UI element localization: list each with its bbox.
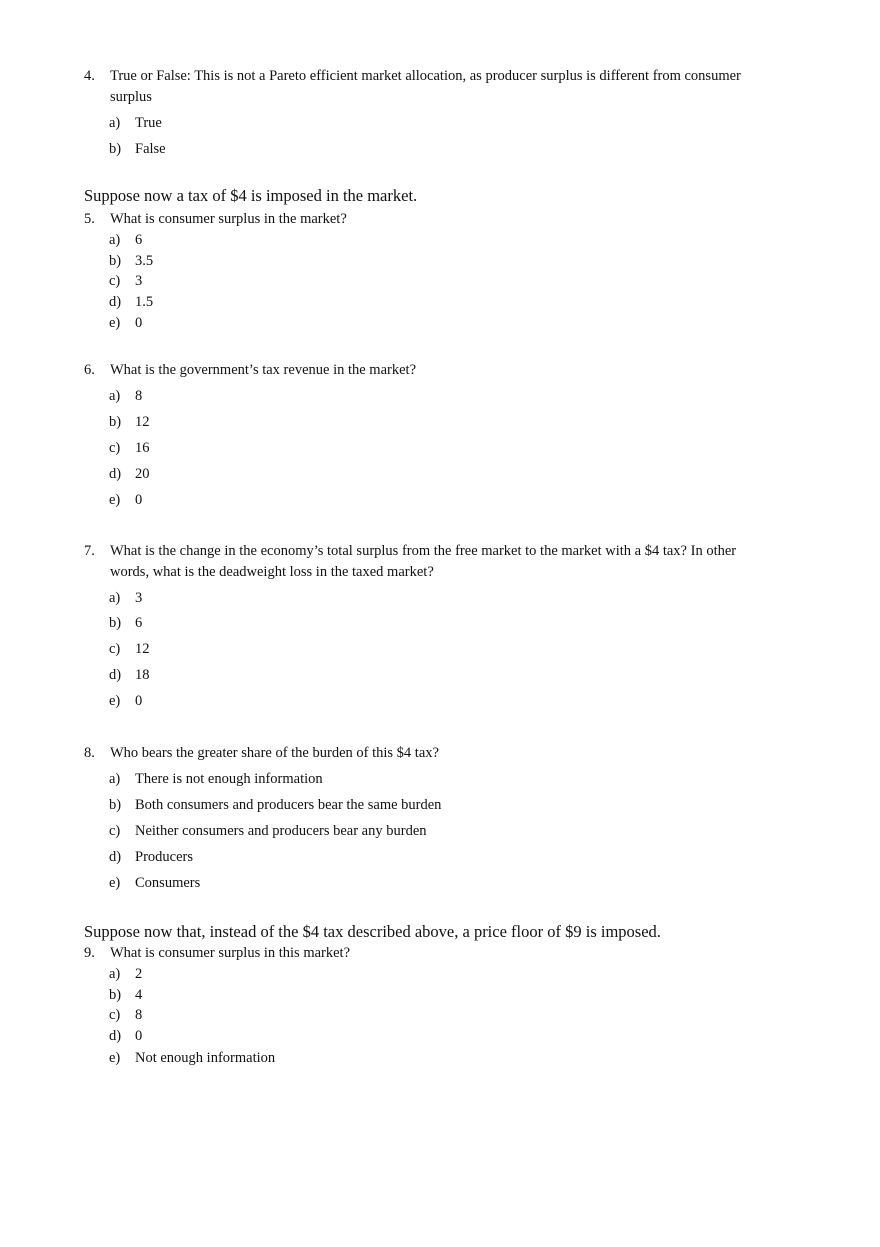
question-text: What is consumer surplus in the market? <box>110 211 347 227</box>
option <box>109 293 153 311</box>
question-text: What is the change in the economy’s total surplus from the free market to the market with a $4 tax? In other words, what is the deadweight loss in the taxed market? <box>110 543 737 580</box>
option-label: b) <box>109 987 122 1003</box>
option-label: a) <box>109 771 121 787</box>
option-label: d) <box>109 294 122 310</box>
option-label: e) <box>109 492 121 508</box>
option-label: c) <box>109 273 121 289</box>
option-text: 1.5 <box>135 294 154 310</box>
option <box>109 666 150 684</box>
option-label: d) <box>109 1028 122 1044</box>
option <box>109 231 142 249</box>
option <box>109 770 323 788</box>
option-text: 0 <box>135 492 143 508</box>
option <box>109 822 427 840</box>
option-label: e) <box>109 693 121 709</box>
question-number: 8. <box>84 745 95 761</box>
question-4 <box>84 66 764 108</box>
option-text: 6 <box>135 615 143 631</box>
option-text: False <box>135 141 166 157</box>
option-text: 3.5 <box>135 253 154 269</box>
option-text: 2 <box>135 966 143 982</box>
option-label: a) <box>109 232 121 248</box>
section-intro-price-floor: Suppose now that, instead of the $4 tax described above, a price floor of $9 is imposed. <box>84 922 661 941</box>
question-number: 9. <box>84 945 95 961</box>
option-text: 3 <box>135 273 143 289</box>
option-label: d) <box>109 667 122 683</box>
option-label: c) <box>109 440 121 456</box>
option-text: There is not enough information <box>135 771 323 787</box>
option <box>109 965 142 983</box>
question-text: Who bears the greater share of the burden of this $4 tax? <box>110 745 439 761</box>
option-label: b) <box>109 414 122 430</box>
option <box>109 314 142 332</box>
option-label: e) <box>109 315 121 331</box>
option-text: 6 <box>135 232 143 248</box>
option-label: b) <box>109 615 122 631</box>
option-text: 8 <box>135 388 143 404</box>
option <box>109 491 142 509</box>
question-number: 5. <box>84 211 95 227</box>
option-text: 4 <box>135 987 143 1003</box>
option <box>109 252 153 270</box>
question-text: What is consumer surplus in this market? <box>110 945 351 961</box>
option-text: Both consumers and producers bear the same burden <box>135 797 442 813</box>
option-label: c) <box>109 641 121 657</box>
option-text: 0 <box>135 1028 143 1044</box>
option <box>109 589 142 607</box>
option-text: 0 <box>135 315 143 331</box>
option-label: a) <box>109 966 121 982</box>
option-label: b) <box>109 253 122 269</box>
option <box>109 1006 142 1024</box>
option-text: 0 <box>135 693 143 709</box>
question-number: 7. <box>84 543 95 559</box>
option <box>109 114 162 132</box>
question-9 <box>84 943 764 964</box>
question-number: 6. <box>84 362 95 378</box>
option-text: 3 <box>135 590 143 606</box>
option-text: 16 <box>135 440 150 456</box>
question-8 <box>84 743 764 764</box>
option-text: 12 <box>135 414 150 430</box>
option-text: Not enough information <box>135 1050 276 1066</box>
option <box>109 140 166 158</box>
option <box>109 387 142 405</box>
option <box>109 874 200 892</box>
option <box>109 848 193 866</box>
question-text: What is the government’s tax revenue in the market? <box>110 362 417 378</box>
option-label: d) <box>109 466 122 482</box>
option-label: a) <box>109 115 121 131</box>
option-label: a) <box>109 388 121 404</box>
option-label: e) <box>109 1050 121 1066</box>
option <box>109 413 150 431</box>
question-7 <box>84 541 764 583</box>
question-6 <box>84 360 764 381</box>
option <box>109 272 142 290</box>
question-text: True or False: This is not a Pareto efficient market allocation, as producer surplus is different from consumer surplus <box>110 68 741 105</box>
section-intro-tax: Suppose now a tax of $4 is imposed in the market. <box>84 186 418 205</box>
option-text: 20 <box>135 466 150 482</box>
option <box>109 692 142 710</box>
option-text: 8 <box>135 1007 143 1023</box>
option-text: 18 <box>135 667 150 683</box>
option <box>109 1049 275 1067</box>
option-label: c) <box>109 823 121 839</box>
option-label: e) <box>109 875 121 891</box>
question-number: 4. <box>84 68 95 84</box>
option-text: True <box>135 115 162 131</box>
option <box>109 796 441 814</box>
option-label: d) <box>109 849 122 865</box>
option <box>109 1027 142 1045</box>
option-label: b) <box>109 141 122 157</box>
option-text: Neither consumers and producers bear any burden <box>135 823 427 839</box>
option-label: a) <box>109 590 121 606</box>
option-text: Consumers <box>135 875 201 891</box>
question-5 <box>84 209 764 230</box>
option-text: Producers <box>135 849 193 865</box>
option <box>109 640 150 658</box>
option <box>109 986 142 1004</box>
option-label: b) <box>109 797 122 813</box>
option-label: c) <box>109 1007 121 1023</box>
option <box>109 614 142 632</box>
option <box>109 439 150 457</box>
option <box>109 465 150 483</box>
option-text: 12 <box>135 641 150 657</box>
